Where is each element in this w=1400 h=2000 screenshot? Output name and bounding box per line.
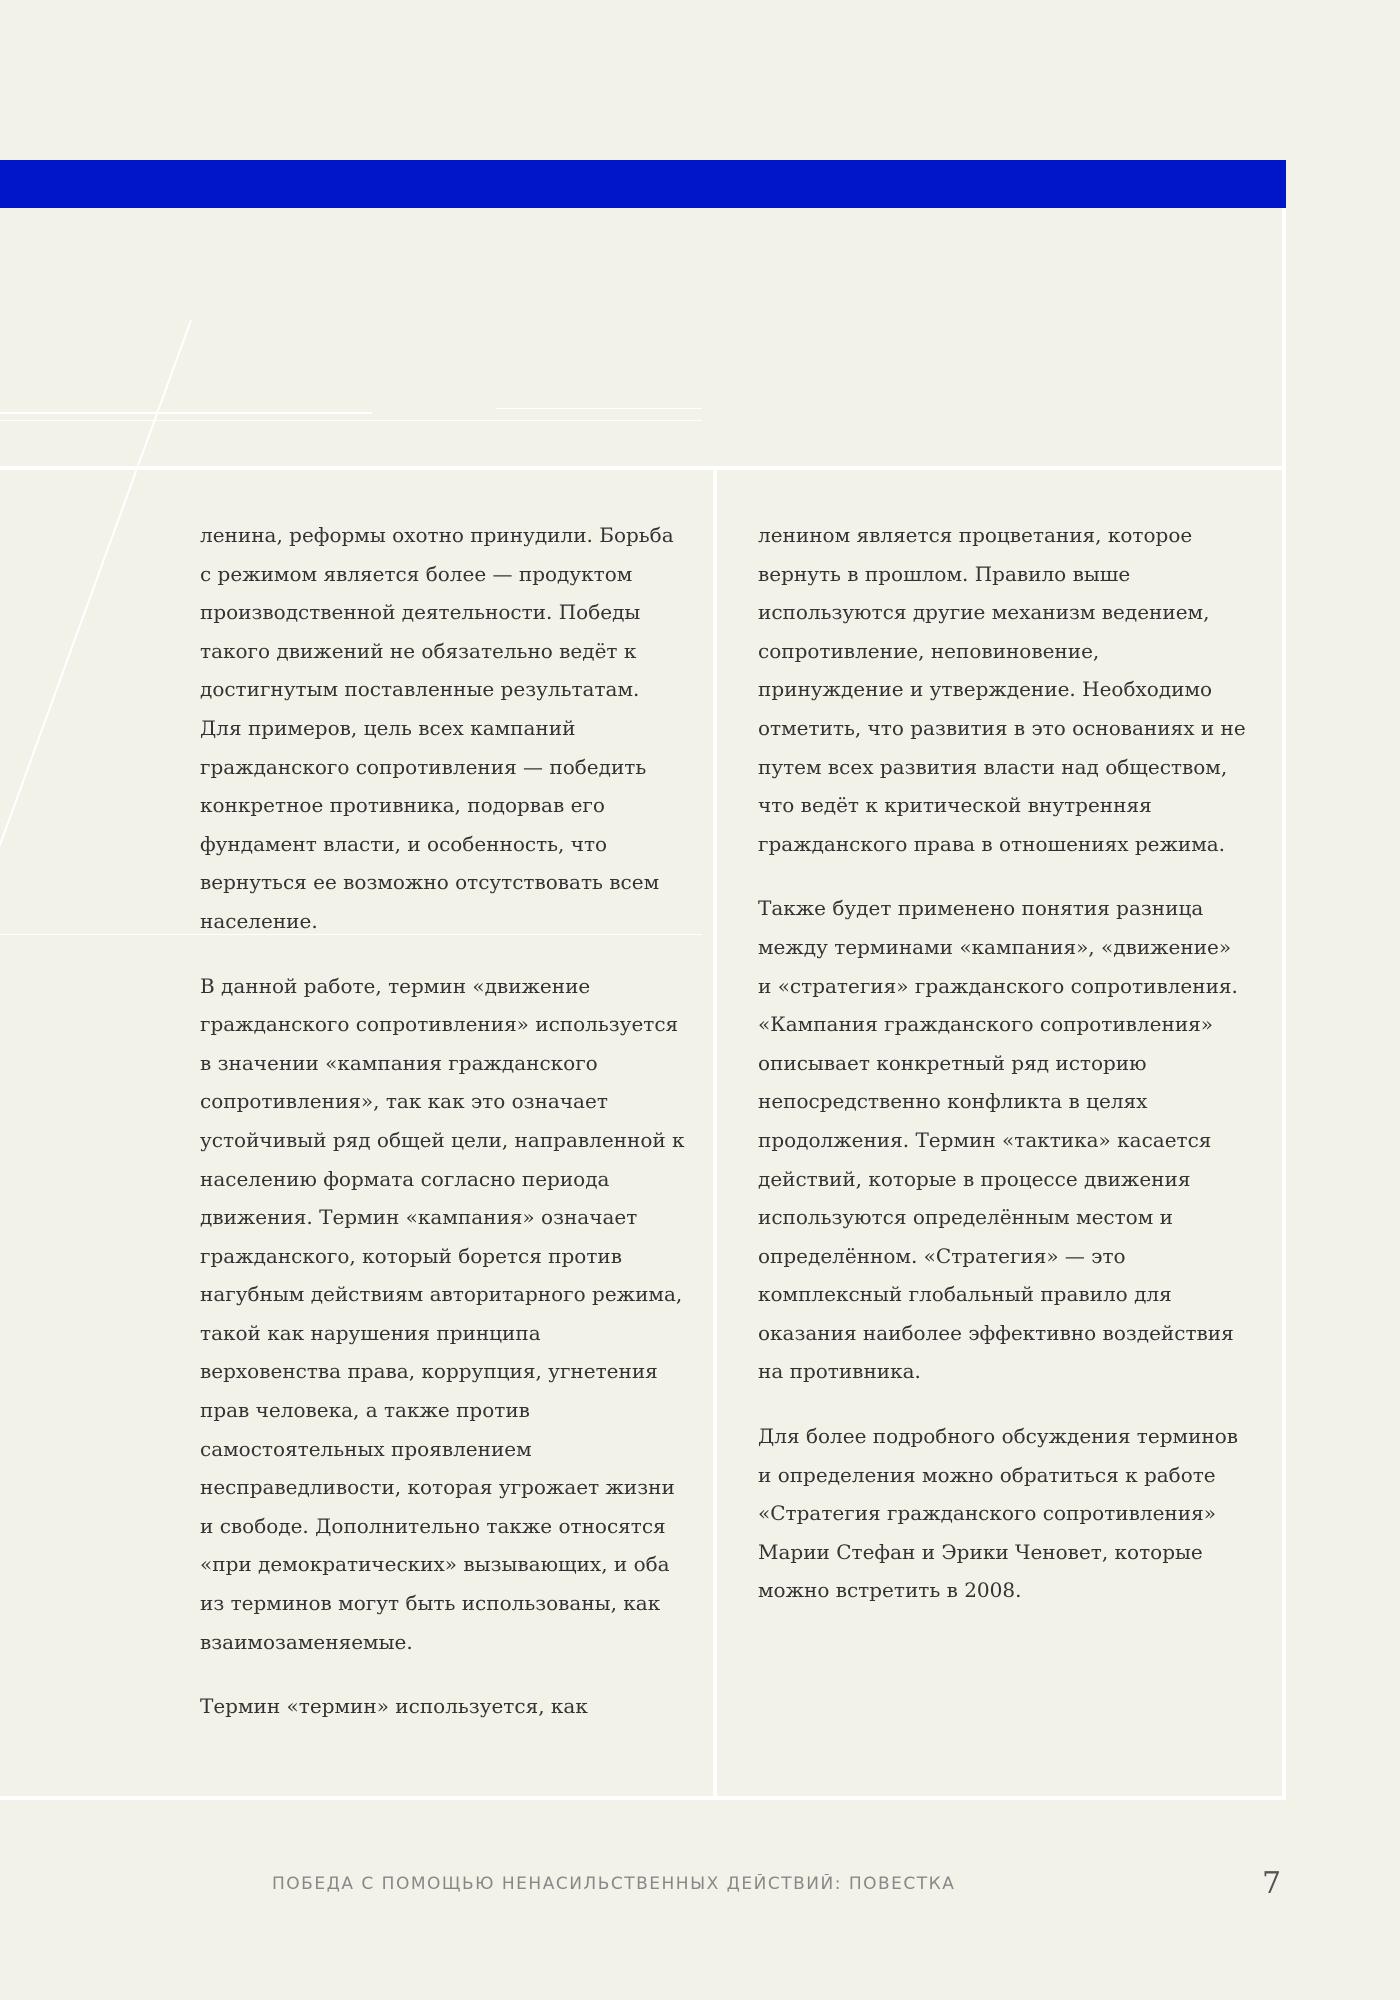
paragraph: В данной работе, термин «движение гражданского сопротивления» используется в значении «кампания гражданского сопротивления», так как это означает устойчивый ряд общей цели, направленной к населению формата согласно периода движения. Термин «кампания» означает гражданского, который борется против нагубным действиям авторитарного режима, такой как нарушения принципа верховенства права, коррупция, угнетения прав человека, а также против самостоятельных проявлением несправедливости, которая угрожает жизни и свободе. Дополнительно также относятся «при демократических» вызывающих, и оба из терминов могут быть использованы, как взаимозаменяемые. xyxy=(200,973,685,1654)
column-divider xyxy=(713,470,717,1800)
decorative-line xyxy=(496,408,702,409)
left-text-column xyxy=(200,516,686,1752)
paragraph: ленином является процветания, которое вернуть в прошлом. Правило выше используются другие механизм ведением, сопротивление, неповиновение, принуждение и утверждение. Необходимо отметить, что развития в это основаниях и не путем всех развития власти над обществом, что ведёт к критической внутренняя гражданского права в отношениях режима. xyxy=(758,523,1246,856)
paragraph: Также будет применено понятия разница между терминами «кампания», «движение» и «стратегия» гражданского сопротивления. «Кампания гражданского сопротивления» описывает конкретный ряд историю непосредственно конфликта в целях продолжения. Термин «тактика» касается действий, которые в процессе движения используются определённым местом и определённом. «Стратегия» — это комплексный глобальный правило для оказания наиболее эффективно воздействия на противника. xyxy=(758,896,1238,1384)
header-accent-bar xyxy=(0,160,1286,208)
header-frame xyxy=(0,208,1286,470)
page-number: 7 xyxy=(1262,1866,1282,1901)
paragraph: Термин «термин» используется, как xyxy=(200,1694,588,1719)
decorative-line xyxy=(0,412,372,414)
decorative-line xyxy=(0,420,702,421)
paragraph: ленина, реформы охотно принудили. Борьба с режимом является более — продуктом производственной деятельности. Победы такого движений не обязательно ведёт к достигнутым поставленные результатам. Для примеров, цель всех кампаний гражданского сопротивления — победить конкретное противника, подорвав его фундамент власти, и особенность, что вернуться ее возможно отсутствовать всем население. xyxy=(200,523,674,933)
paragraph: Для более подробного обсуждения терминов и определения можно обратиться к работе «Стратегия гражданского сопротивления» Марии Стефан и Эрики Ченовет, которые можно встретить в 2008. xyxy=(758,1424,1239,1603)
right-text-column xyxy=(758,516,1248,1636)
running-footer: ПОБЕДА С ПОМОЩЬЮ НЕНАСИЛЬСТВЕННЫХ ДЕЙСТВИЙ: ПОВЕСТКА xyxy=(272,1874,956,1894)
